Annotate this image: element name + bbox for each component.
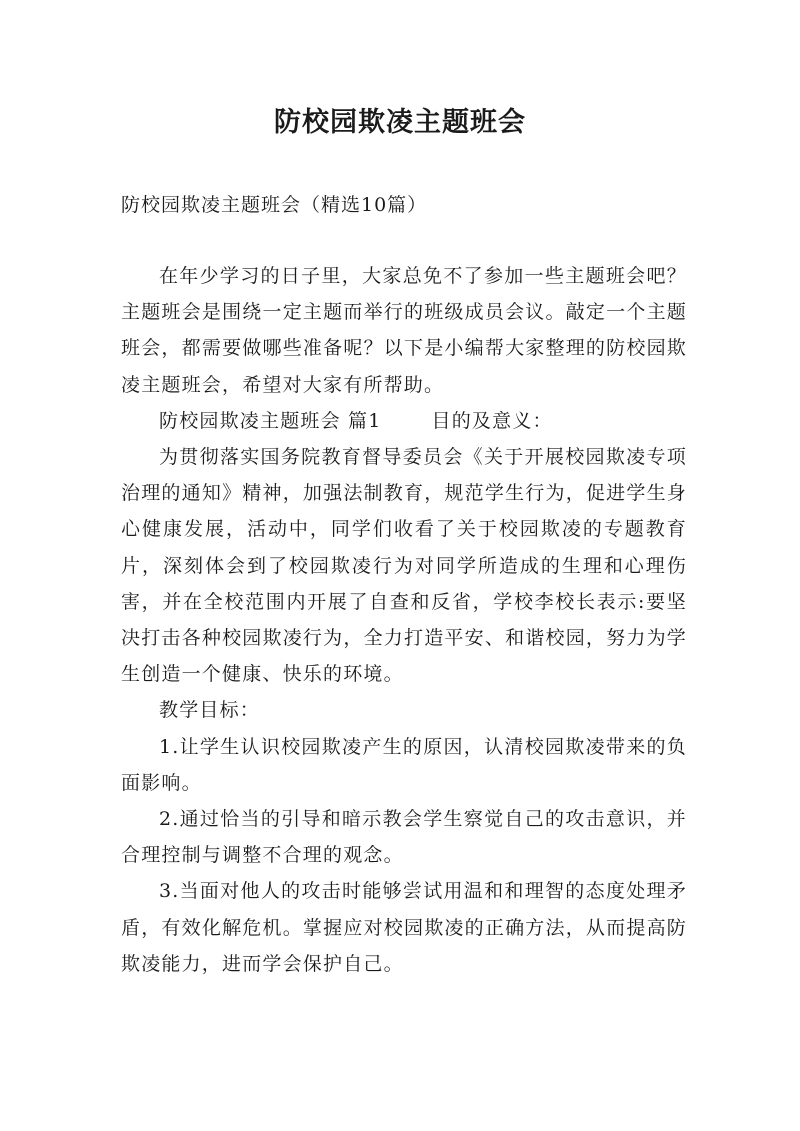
goals-heading: 教学目标： <box>159 699 261 722</box>
goal-item-1: 1.让学生认识校园欺凌产生的原因，认清校园欺凌带来的负面影响。 <box>121 735 687 794</box>
document-subtitle: 防校园欺凌主题班会（精选10篇） <box>121 194 428 216</box>
section-heading-line <box>121 403 687 439</box>
section-purpose-label: 目的及意义： <box>431 409 553 432</box>
document-title: 防校园欺凌主题班会 <box>274 107 526 138</box>
goal-item-3: 3.当面对他人的攻击时能够尝试用温和和理智的态度处理矛盾，有效化解危机。掌握应对校园欺凌的正确方法，从而提高防欺凌能力，进而学会保护自己。 <box>121 880 687 975</box>
document-body <box>121 258 687 982</box>
intro-paragraph: 在年少学习的日子里，大家总免不了参加一些主题班会吧？主题班会是围绕一定主题而举行的班级成员会议。敲定一个主题班会，都需要做哪些准备呢？以下是小编帮大家整理的防校园欺凌主题班会，希望对大家有所帮助。 <box>121 265 687 396</box>
purpose-paragraph: 为贯彻落实国务院教育督导委员会《关于开展校园欺凌专项治理的通知》精神，加强法制教育，规范学生行为，促进学生身心健康发展，活动中，同学们收看了关于校园欺凌的专题教育片，深刻体会到了校园欺凌行为对同学所造成的生理和心理伤害，并在全校范围内开展了自查和反省，学校李校长表示:要坚决打击各种校园欺凌行为，全力打造平安、和谐校园，努力为学生创造一个健康、快乐的环境。 <box>121 446 687 686</box>
goal-item-2: 2.通过恰当的引导和暗示教会学生察觉自己的攻击意识，并合理控制与调整不合理的观念。 <box>121 808 687 867</box>
section-heading: 防校园欺凌主题班会 篇1 <box>159 409 382 432</box>
